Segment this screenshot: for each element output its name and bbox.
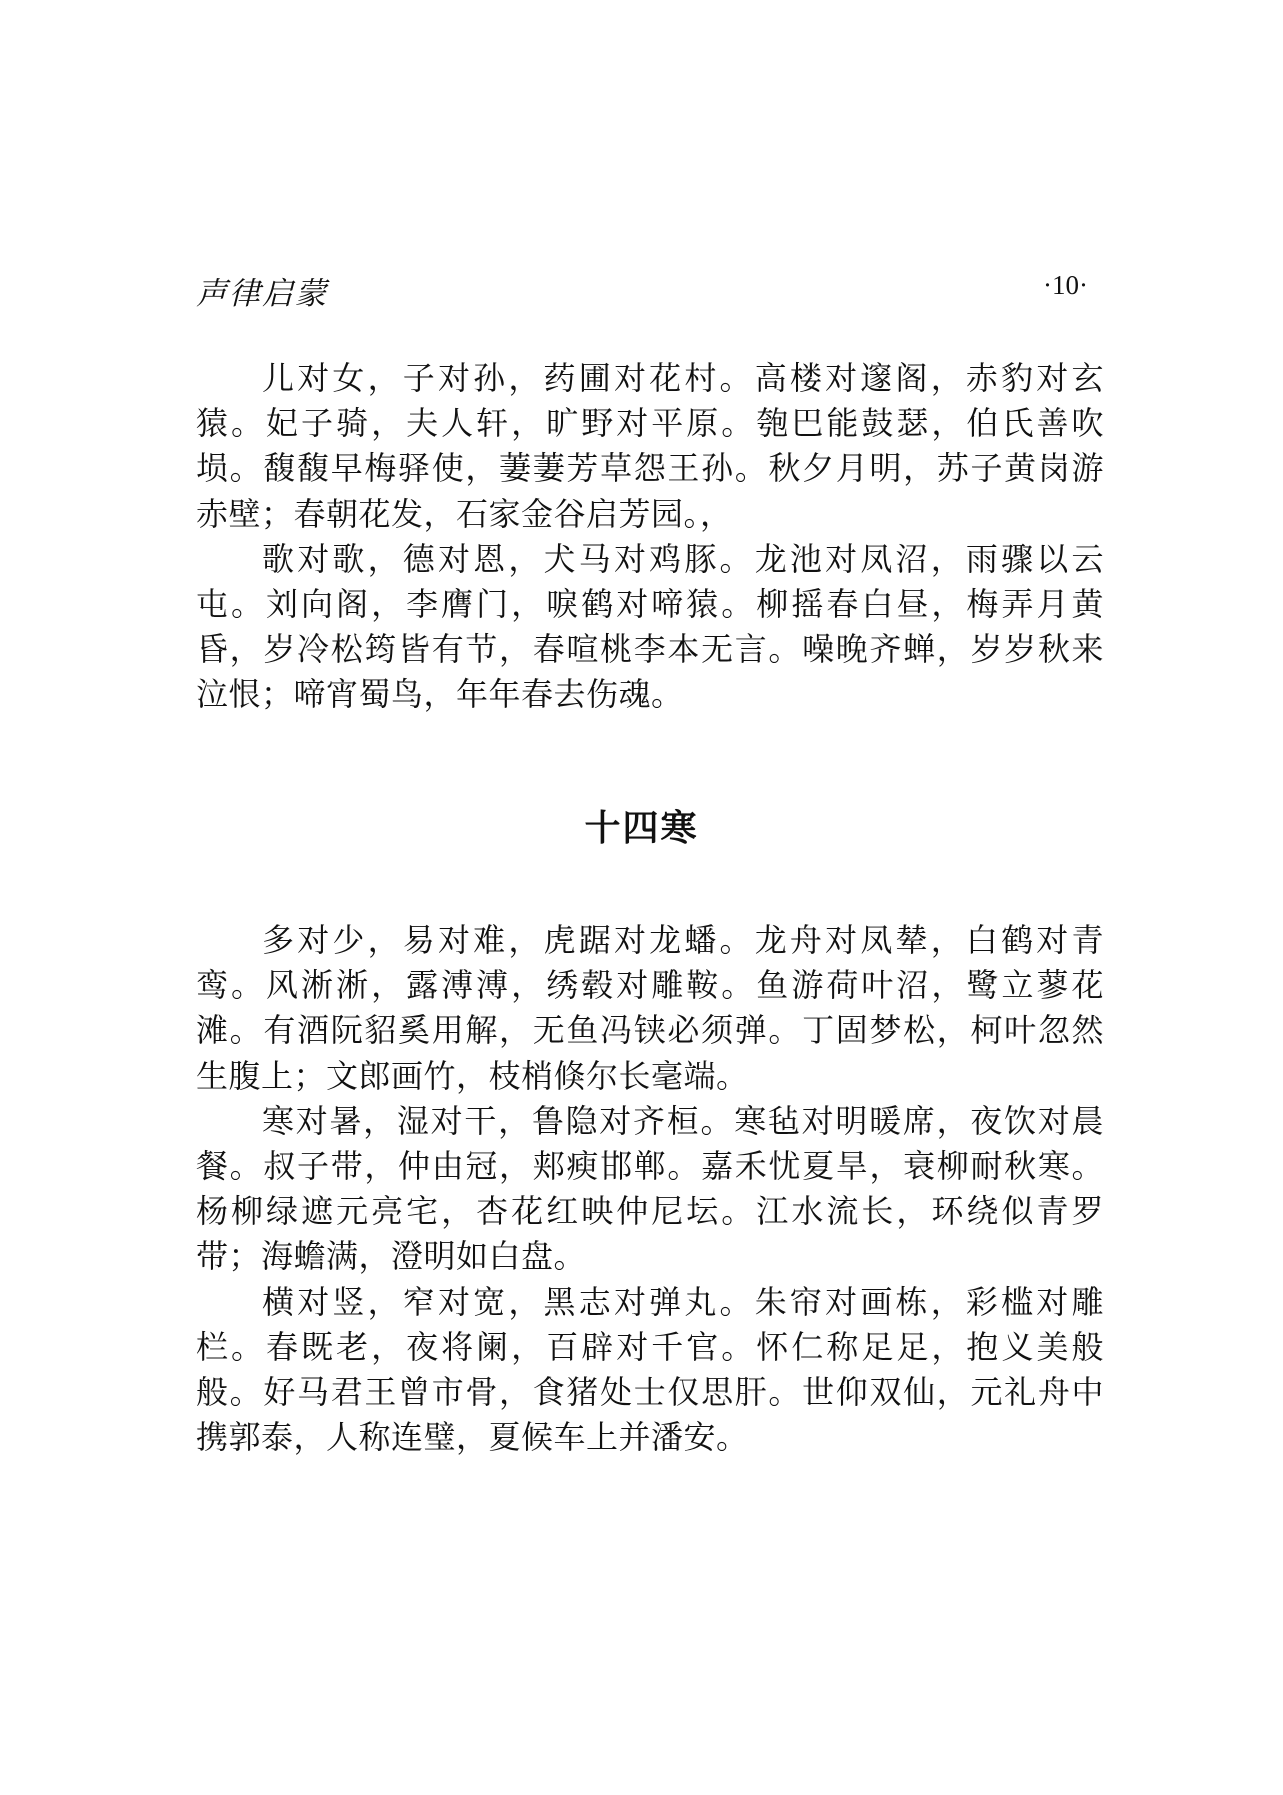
- section-title: 十四寒: [584, 808, 699, 849]
- paragraph: 儿对女，子对孙，药圃对花村。高楼对邃阁，赤豹对玄猿。妃子骑，夫人轩，旷野对平原。匏巴能鼓瑟，伯氏善吹埙。馥馥早梅驿使，萋萋芳草怨王孙。秋夕月明，苏子黄岗游赤壁；春朝花发，石家金谷启芳园。，: [196, 359, 1104, 533]
- section-1-body: [196, 356, 1104, 718]
- paragraph: 多对少，易对难，虎踞对龙蟠。龙舟对凤辇，白鹤对青鸾。风淅淅，露溥溥，绣毂对雕鞍。鱼游荷叶沼，鹭立蓼花滩。有酒阮貂奚用解，无鱼冯铗必须弹。丁固梦松，柯叶忽然生腹上；文郎画竹，枝梢倏尔长毫端。: [196, 921, 1104, 1095]
- paragraph: 横对竖，窄对宽，黑志对弹丸。朱帘对画栋，彩槛对雕栏。春既老，夜将阑，百辟对千官。怀仁称足足，抱义美般般。好马君王曾市骨，食猪处士仅思肝。世仰双仙，元礼舟中携郭泰，人称连璧，夏候车上并潘安。: [196, 1282, 1104, 1457]
- section-2-body: [196, 918, 1104, 1460]
- page-number: ·10·: [1043, 270, 1088, 300]
- paragraph: 歌对歌，德对恩，犬马对鸡豚。龙池对凤沼，雨骤以云屯。刘向阁，李膺门，唳鹤对啼猿。柳摇春白昼，梅弄月黄昏，岁冷松筠皆有节，春喧桃李本无言。噪晚齐蝉，岁岁秋来泣恨；啼宵蜀鸟，年年春去伤魂。: [196, 539, 1104, 714]
- running-header: [196, 268, 1088, 312]
- book-title: 声律启蒙: [196, 276, 328, 312]
- paragraph: 寒对暑，湿对干，鲁隐对齐桓。寒毡对明暖席，夜饮对晨餐。叔子带，仲由冠，郏瘐邯郸。嘉禾忧夏旱，衰柳耐秋寒。杨柳绿遮元亮宅，杏花红映仲尼坛。江水流长，环绕似青罗带；海蟾满，澄明如白盘。: [196, 1101, 1104, 1276]
